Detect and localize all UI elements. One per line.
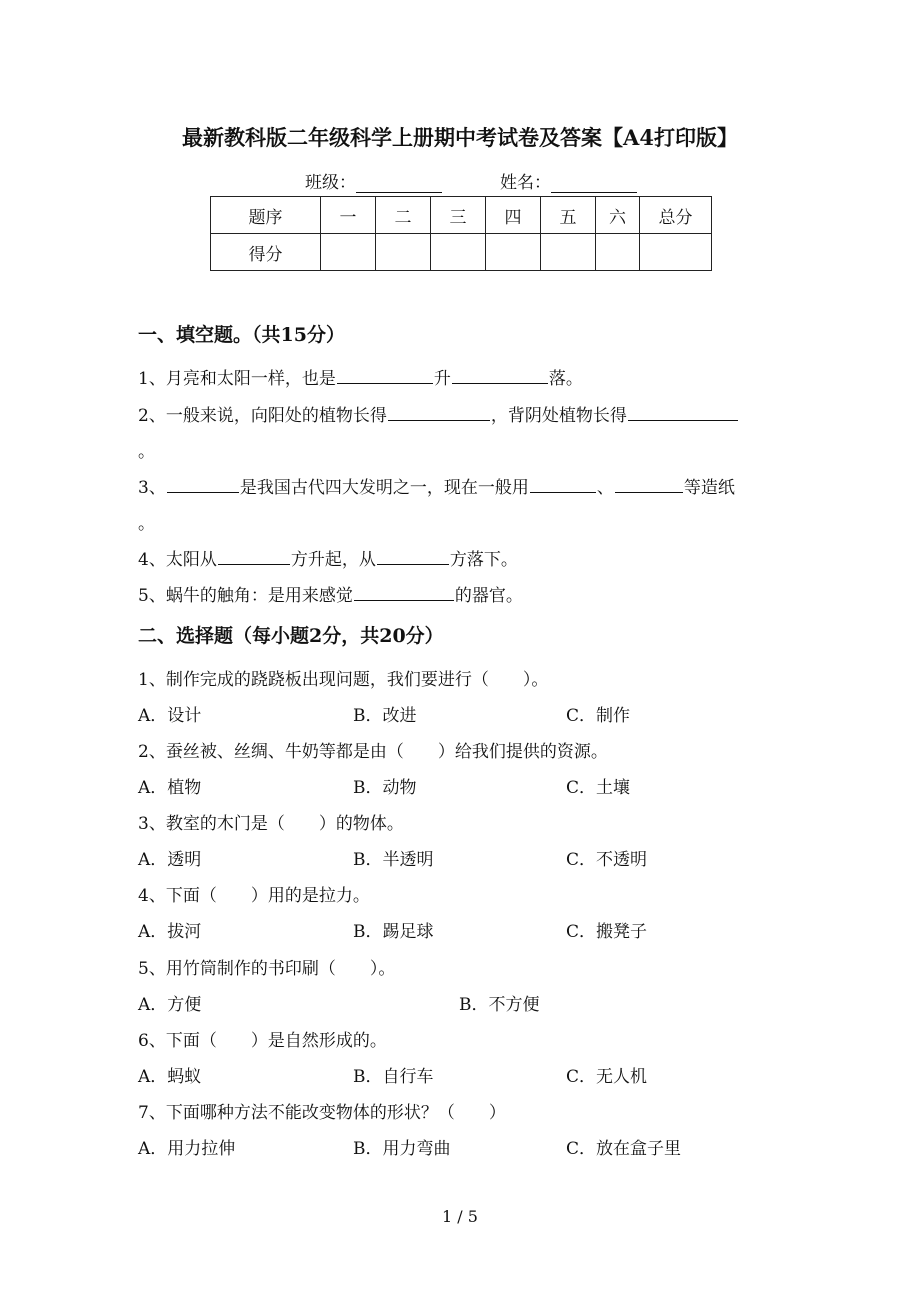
question-text: 等造纸 bbox=[683, 478, 735, 498]
option-c[interactable]: C．土壤 bbox=[566, 778, 631, 798]
question-1-5 bbox=[138, 581, 523, 606]
name-label: 姓名： bbox=[500, 173, 551, 193]
question-text: 4、太阳从 bbox=[138, 550, 217, 570]
answer-blank[interactable] bbox=[218, 548, 290, 565]
option-a[interactable]: A．拔河 bbox=[138, 922, 202, 942]
question-1-1 bbox=[138, 364, 583, 389]
section2-heading: 二、选择题（每小题2分，共20分） bbox=[138, 625, 444, 647]
answer-blank[interactable] bbox=[354, 584, 454, 601]
option-b[interactable]: B．半透明 bbox=[353, 850, 434, 870]
question-1-3 bbox=[138, 473, 735, 498]
answer-blank[interactable] bbox=[337, 367, 433, 384]
score-table bbox=[210, 196, 712, 271]
class-blank[interactable] bbox=[356, 174, 442, 193]
question-1-2 bbox=[138, 401, 739, 426]
score-cell[interactable] bbox=[640, 234, 712, 271]
score-header-cell: 五 bbox=[541, 197, 596, 234]
question-text: 的器官。 bbox=[454, 586, 523, 606]
score-cell[interactable] bbox=[431, 234, 486, 271]
option-a[interactable]: A．用力拉伸 bbox=[138, 1139, 236, 1159]
option-a[interactable]: A．植物 bbox=[138, 778, 202, 798]
score-cell[interactable] bbox=[376, 234, 431, 271]
question-2-7: 7、下面哪种方法不能改变物体的形状？（ ） bbox=[138, 1103, 506, 1123]
score-cell[interactable] bbox=[321, 234, 376, 271]
option-c[interactable]: C．搬凳子 bbox=[566, 922, 648, 942]
option-b[interactable]: B．动物 bbox=[353, 778, 417, 798]
class-field bbox=[305, 168, 442, 193]
option-b[interactable]: B．改进 bbox=[353, 706, 417, 726]
question-2-2: 2、蚕丝被、丝绸、牛奶等都是由（ ）给我们提供的资源。 bbox=[138, 742, 608, 762]
question-1-4 bbox=[138, 545, 518, 570]
question-2-1: 1、制作完成的跷跷板出现问题，我们要进行（ ）。 bbox=[138, 670, 549, 690]
score-cell[interactable] bbox=[486, 234, 541, 271]
score-header-cell: 六 bbox=[596, 197, 640, 234]
score-header-cell: 一 bbox=[321, 197, 376, 234]
option-a[interactable]: A．设计 bbox=[138, 706, 202, 726]
question-text: 、 bbox=[596, 478, 614, 498]
question-text: 1、月亮和太阳一样，也是 bbox=[138, 369, 336, 389]
question-text: 3、 bbox=[138, 478, 166, 498]
option-c[interactable]: C．无人机 bbox=[566, 1067, 648, 1087]
option-b[interactable]: B．踢足球 bbox=[353, 922, 434, 942]
score-header-cell: 三 bbox=[431, 197, 486, 234]
score-cell[interactable] bbox=[541, 234, 596, 271]
question-text: 是我国古代四大发明之一，现在一般用 bbox=[239, 478, 529, 498]
section1-heading: 一、填空题。（共15分） bbox=[138, 324, 345, 346]
name-blank[interactable] bbox=[551, 174, 637, 193]
question-1-2-end: 。 bbox=[138, 442, 155, 462]
answer-blank[interactable] bbox=[388, 404, 490, 421]
score-row-label: 得分 bbox=[211, 234, 321, 271]
score-header-cell: 总分 bbox=[640, 197, 712, 234]
option-a[interactable]: A．蚂蚁 bbox=[138, 1067, 202, 1087]
score-header-cell: 题序 bbox=[211, 197, 321, 234]
score-header-cell: 二 bbox=[376, 197, 431, 234]
score-value-row bbox=[211, 234, 712, 271]
option-c[interactable]: C．制作 bbox=[566, 706, 631, 726]
question-text: 升 bbox=[433, 369, 451, 389]
option-a[interactable]: A．透明 bbox=[138, 850, 202, 870]
page-number: 1 / 5 bbox=[442, 1207, 478, 1226]
score-header-row bbox=[211, 197, 712, 234]
option-b[interactable]: B．用力弯曲 bbox=[353, 1139, 451, 1159]
option-c[interactable]: C．不透明 bbox=[566, 850, 648, 870]
score-header-cell: 四 bbox=[486, 197, 541, 234]
name-field bbox=[500, 168, 637, 193]
answer-blank[interactable] bbox=[377, 548, 449, 565]
option-b[interactable]: B．不方便 bbox=[459, 995, 540, 1015]
question-2-6: 6、下面（ ）是自然形成的。 bbox=[138, 1031, 387, 1051]
question-text: 方落下。 bbox=[449, 550, 518, 570]
class-label: 班级： bbox=[305, 173, 356, 193]
question-2-4: 4、下面（ ）用的是拉力。 bbox=[138, 886, 370, 906]
answer-blank[interactable] bbox=[628, 404, 738, 421]
option-a[interactable]: A．方便 bbox=[138, 995, 202, 1015]
question-text: 方升起，从 bbox=[290, 550, 376, 570]
question-text: ，背阴处植物长得 bbox=[490, 406, 627, 426]
answer-blank[interactable] bbox=[452, 367, 548, 384]
question-1-3-end: 。 bbox=[138, 514, 155, 534]
question-text: 5、蜗牛的触角：是用来感觉 bbox=[138, 586, 353, 606]
question-text: 落。 bbox=[548, 369, 583, 389]
option-b[interactable]: B．自行车 bbox=[353, 1067, 434, 1087]
question-2-3: 3、教室的木门是（ ）的物体。 bbox=[138, 814, 404, 834]
question-text: 2、一般来说，向阳处的植物长得 bbox=[138, 406, 387, 426]
answer-blank[interactable] bbox=[530, 476, 596, 493]
page-title: 最新教科版二年级科学上册期中考试卷及答案【A4打印版】 bbox=[182, 125, 738, 150]
answer-blank[interactable] bbox=[167, 476, 239, 493]
score-cell[interactable] bbox=[596, 234, 640, 271]
question-2-5: 5、用竹筒制作的书印刷（ ）。 bbox=[138, 959, 396, 979]
option-c[interactable]: C．放在盒子里 bbox=[566, 1139, 682, 1159]
answer-blank[interactable] bbox=[615, 476, 683, 493]
